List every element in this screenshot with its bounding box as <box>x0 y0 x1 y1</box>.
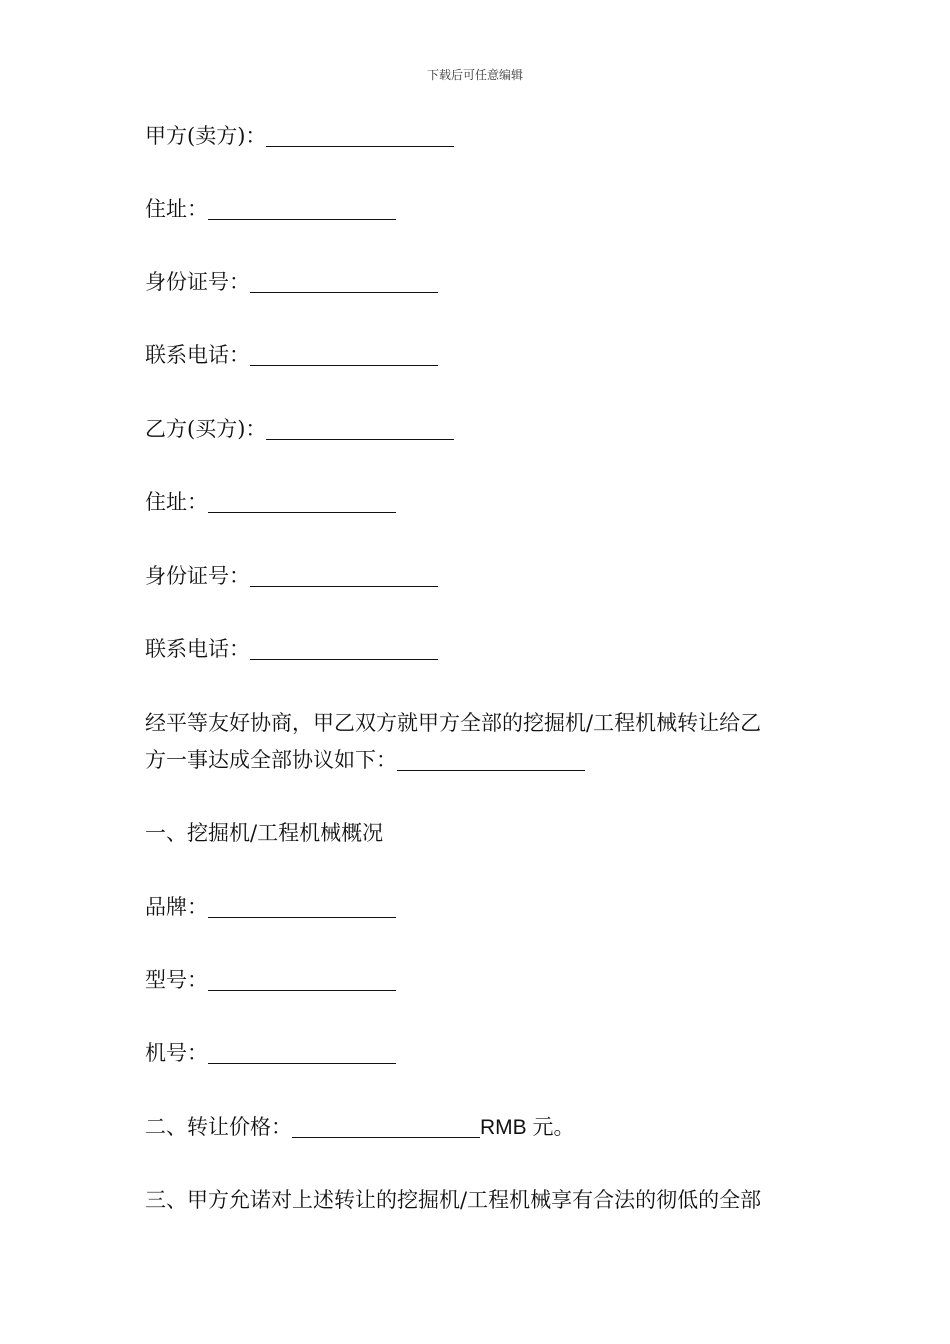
party-a-id-row <box>145 264 825 300</box>
serial-blank[interactable] <box>208 1041 396 1064</box>
party-b-blank[interactable] <box>266 417 454 440</box>
party-b-id-row <box>145 558 825 594</box>
intro-blank[interactable] <box>397 748 585 771</box>
price-label: 二、转让价格： <box>145 1115 292 1139</box>
serial-row <box>145 1035 825 1071</box>
party-b-phone-row <box>145 631 825 667</box>
serial-label: 机号： <box>145 1041 208 1065</box>
party-b-phone-label: 联系电话： <box>145 637 250 661</box>
party-a-blank[interactable] <box>266 124 454 147</box>
party-a-address-blank[interactable] <box>208 197 396 220</box>
price-row <box>145 1109 825 1146</box>
party-b-row <box>145 411 825 447</box>
party-a-phone-label: 联系电话： <box>145 343 250 367</box>
party-b-address-label: 住址： <box>145 490 208 514</box>
party-a-id-label: 身份证号： <box>145 270 250 294</box>
party-b-id-label: 身份证号： <box>145 564 250 588</box>
price-blank[interactable] <box>292 1115 480 1138</box>
brand-row <box>145 889 825 925</box>
section-1-title <box>145 815 825 851</box>
model-label: 型号： <box>145 968 208 992</box>
intro-line-2 <box>145 742 825 778</box>
party-a-phone-row <box>145 337 825 373</box>
section-1-title-text: 一、挖掘机/工程机械概况 <box>145 821 384 845</box>
party-a-label: 甲方(卖方)： <box>145 124 267 148</box>
party-b-address-blank[interactable] <box>208 490 396 513</box>
model-blank[interactable] <box>208 968 396 991</box>
party-a-phone-blank[interactable] <box>250 343 438 366</box>
intro-text-1: 经平等友好协商，甲乙双方就甲方全部的挖掘机/工程机械转让给乙 <box>145 711 762 735</box>
section-3-row <box>145 1182 825 1218</box>
party-a-id-blank[interactable] <box>250 270 438 293</box>
party-b-id-blank[interactable] <box>250 564 438 587</box>
party-a-address-row <box>145 191 825 227</box>
intro-line-1 <box>145 705 825 741</box>
party-b-phone-blank[interactable] <box>250 637 438 660</box>
page-header: 下载后可任意编辑 <box>426 68 523 82</box>
brand-label: 品牌： <box>145 895 208 919</box>
party-a-address-label: 住址： <box>145 197 208 221</box>
price-unit: RMB 元。 <box>480 1116 575 1139</box>
party-a-row <box>145 118 825 154</box>
intro-text-2: 方一事达成全部协议如下： <box>145 748 397 772</box>
section-3-text: 三、甲方允诺对上述转让的挖掘机/工程机械享有合法的彻低的全部 <box>145 1188 762 1212</box>
model-row <box>145 962 825 998</box>
brand-blank[interactable] <box>208 895 396 918</box>
party-b-label: 乙方(买方)： <box>145 417 267 441</box>
party-b-address-row <box>145 484 825 520</box>
